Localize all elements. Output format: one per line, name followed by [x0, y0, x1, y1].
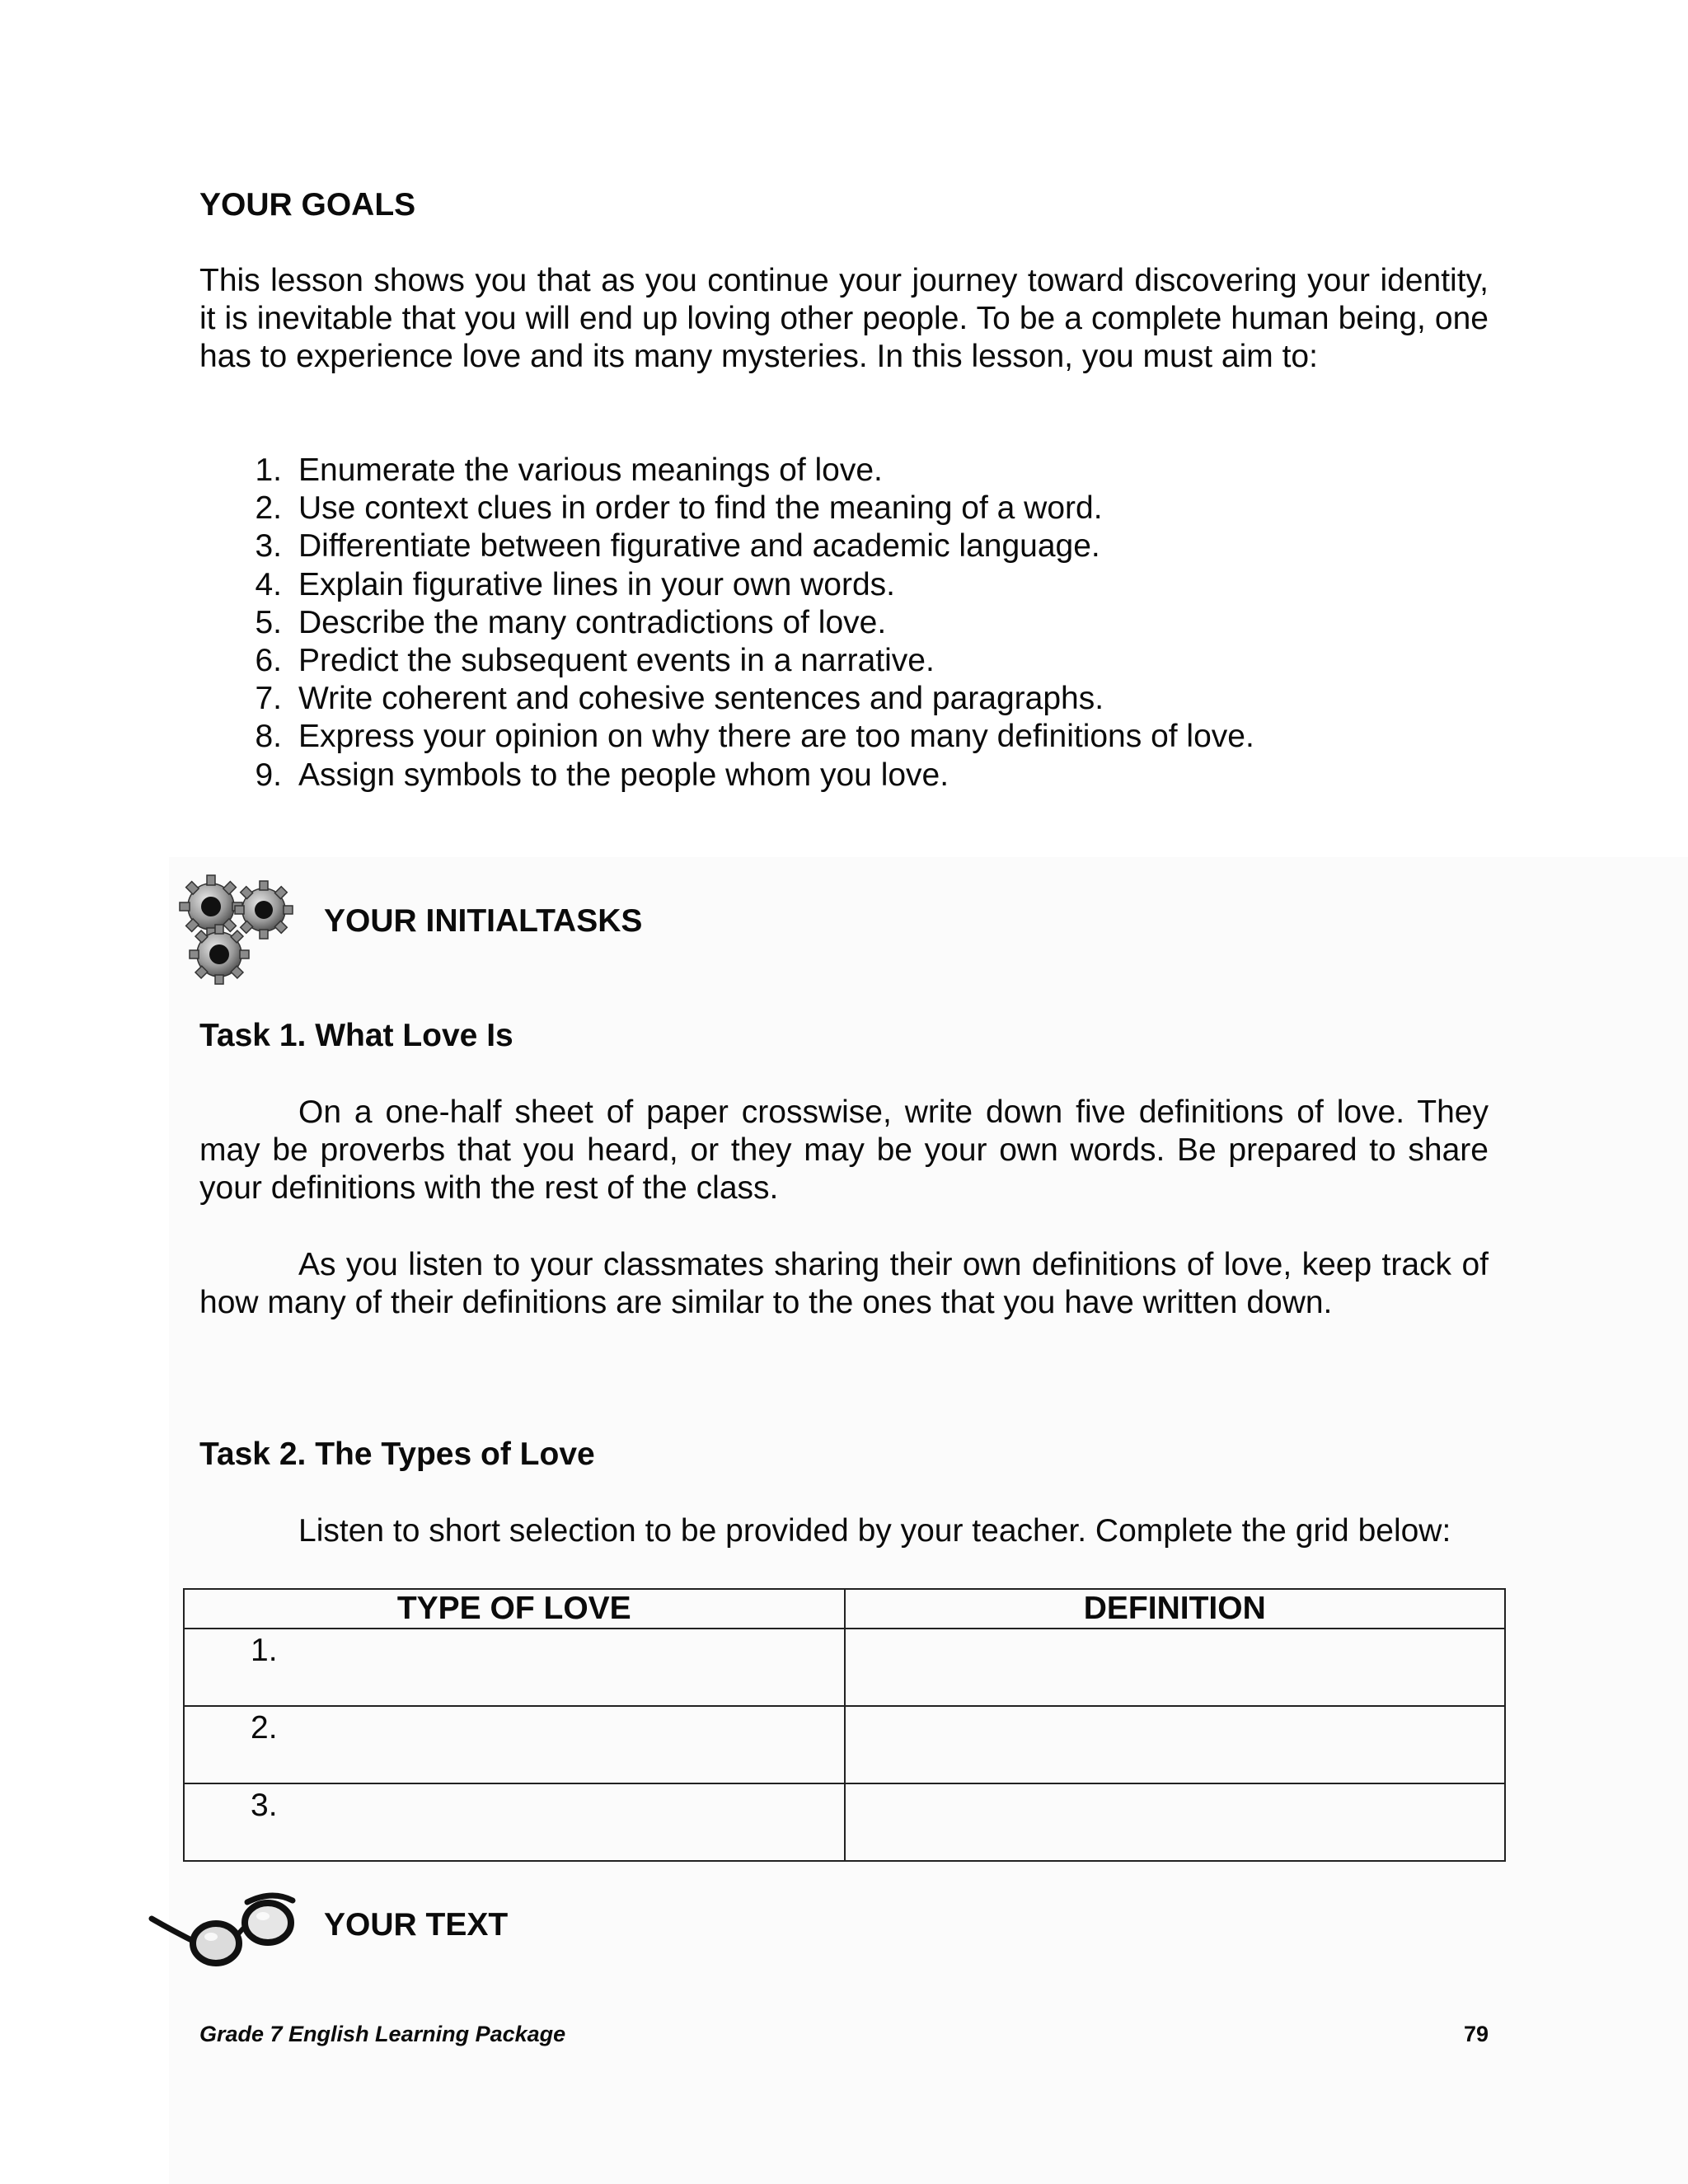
footer-title: Grade 7 English Learning Package: [199, 2022, 566, 2046]
task1-paragraph-1: On a one-half sheet of paper crosswise, write down five definitions of love. They may be proverbs that you heard, or they may be your own words. Be prepared to share your definitions with the rest of the class.: [199, 1094, 1489, 1206]
column-header-type: TYPE OF LOVE: [184, 1589, 845, 1629]
list-item: 7. Write coherent and cohesive sentences and paragraphs.: [255, 681, 1104, 717]
list-item: 1. Enumerate the various meanings of love.: [255, 452, 883, 488]
definition-cell[interactable]: [845, 1629, 1506, 1706]
task1-title: Task 1. What Love Is: [199, 1018, 513, 1053]
table-header-row: [184, 1589, 1505, 1629]
task1-paragraph-2: As you listen to your classmates sharing their own definitions of love, keep track of how many of their definitions are similar to the ones that you have written down.: [199, 1247, 1489, 1320]
table-row: [184, 1783, 1505, 1861]
goals-list: [199, 452, 1518, 794]
gears-icon: [171, 872, 303, 987]
list-item: 8. Express your opinion on why there are too many definitions of love.: [255, 719, 1254, 755]
list-item: 3. Differentiate between figurative and academic language.: [255, 528, 1100, 565]
type-cell[interactable]: 2.: [184, 1706, 845, 1783]
type-cell[interactable]: 1.: [184, 1629, 845, 1706]
list-item: 5. Describe the many contradictions of love.: [255, 604, 887, 640]
goals-heading: YOUR GOALS: [199, 187, 416, 223]
table-row: [184, 1706, 1505, 1783]
page-number: 79: [1463, 2022, 1489, 2046]
goals-intro: This lesson shows you that as you continue your journey toward discovering your identity, it is inevitable that you will end up loving other people. To be a complete human being, one has to experience love and its many mysteries. In this lesson, you must aim to:: [199, 263, 1489, 374]
eyeglasses-icon: [148, 1886, 301, 1976]
definition-cell[interactable]: [845, 1783, 1506, 1861]
column-header-definition: DEFINITION: [845, 1589, 1506, 1629]
your-text-heading: YOUR TEXT: [324, 1907, 509, 1943]
table-row: [184, 1629, 1505, 1706]
list-item: 4. Explain figurative lines in your own words.: [255, 566, 896, 602]
list-item: 2. Use context clues in order to find the meaning of a word.: [255, 490, 1103, 527]
initial-tasks-heading: YOUR INITIALTASKS: [324, 903, 643, 939]
type-cell[interactable]: 3.: [184, 1783, 845, 1861]
task2-title: Task 2. The Types of Love: [199, 1436, 595, 1472]
task2-instruction: Listen to short selection to be provided by your teacher. Complete the grid below:: [298, 1513, 1451, 1549]
types-of-love-table: [183, 1588, 1506, 1862]
definition-cell[interactable]: [845, 1706, 1506, 1783]
list-item: 6. Predict the subsequent events in a narrative.: [255, 643, 935, 679]
list-item: 9. Assign symbols to the people whom you love.: [255, 757, 950, 793]
